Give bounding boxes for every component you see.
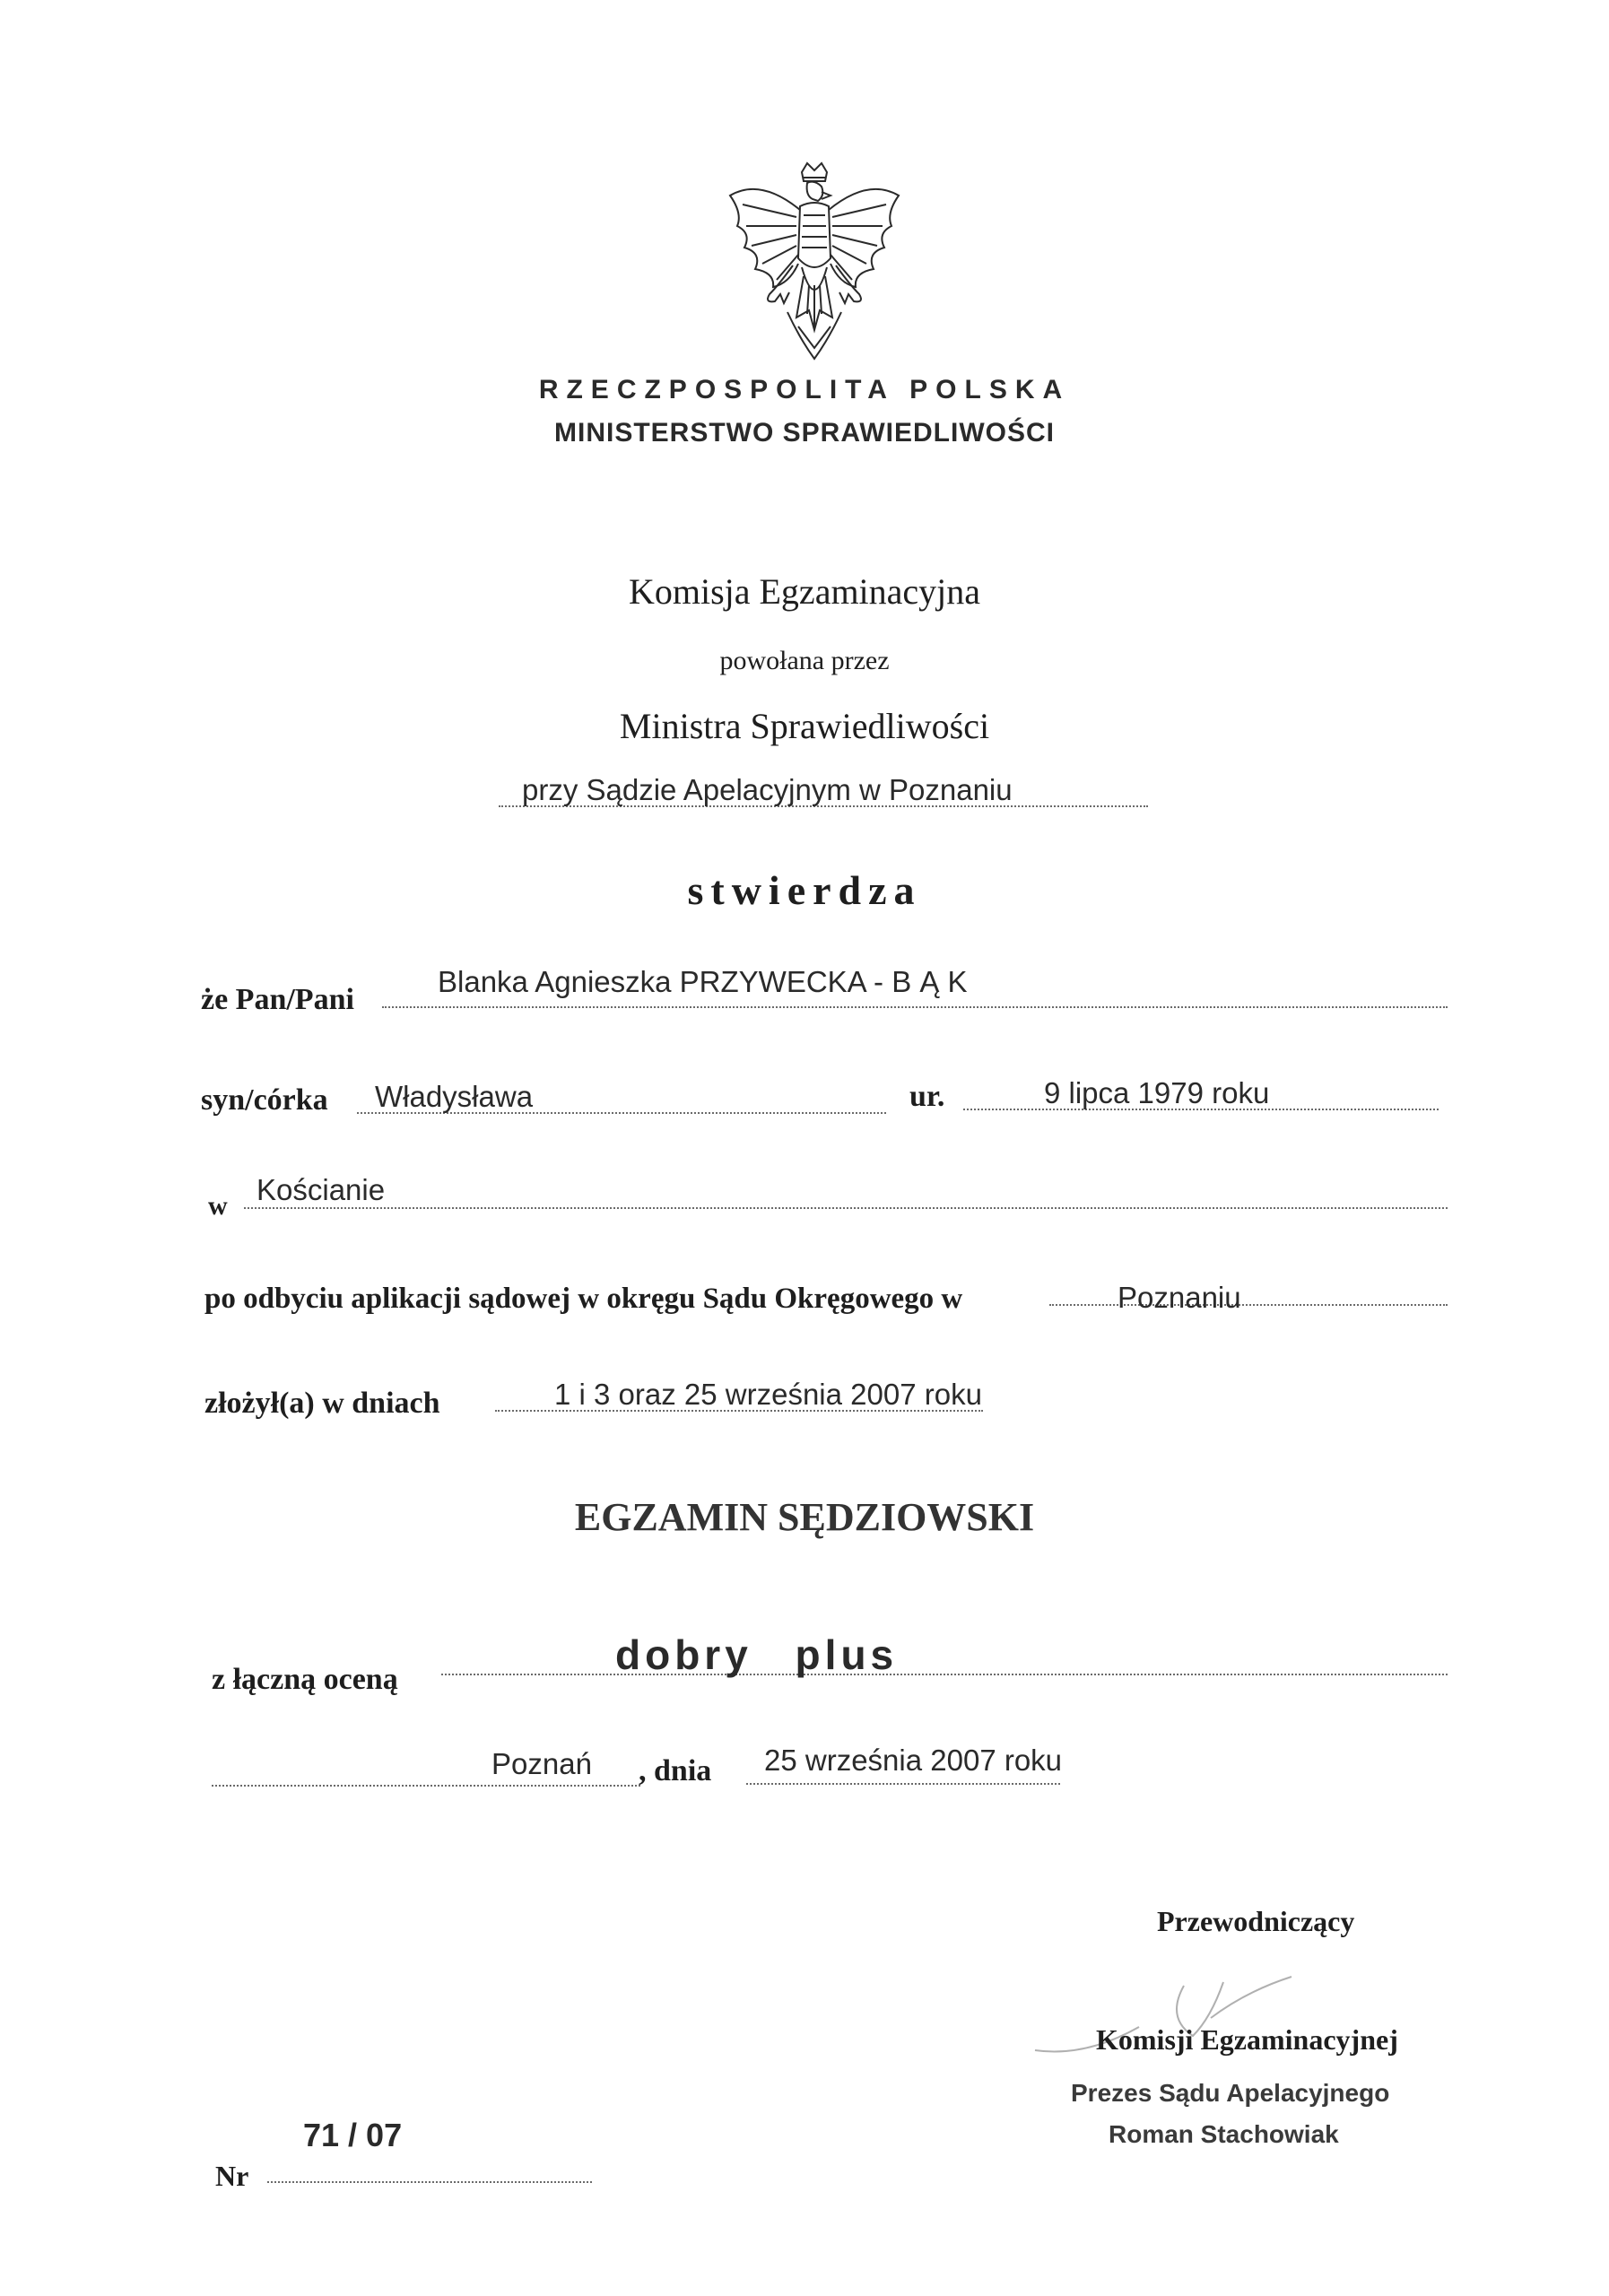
issued-date-label: , dnia — [639, 1754, 712, 1787]
born-label: ur. — [909, 1080, 945, 1113]
person-name: Blanka Agnieszka PRZYWECKA - B Ą K — [438, 965, 968, 998]
birth-date: 9 lipca 1979 roku — [1044, 1076, 1270, 1109]
appointed-by: powołana przez — [719, 646, 890, 675]
signature-chair: Przewodniczący — [1157, 1905, 1355, 1937]
certifies-heading: stwierdza — [687, 867, 922, 913]
exam-name: EGZAMIN SĘDZIOWSKI — [574, 1495, 1035, 1539]
parent-name: Władysława — [375, 1080, 534, 1113]
minister-name: Ministra Sprawiedliwości — [619, 706, 990, 746]
signature-name: Roman Stachowiak — [1109, 2120, 1339, 2148]
place-label: w — [208, 1191, 228, 1221]
grade-label: z łączną oceną — [212, 1663, 398, 1696]
signature-title: Prezes Sądu Apelacyjnego — [1071, 2079, 1390, 2107]
training-label: po odbyciu aplikacji sądowej w okręgu Sądu Okręgowego w — [204, 1283, 963, 1315]
court-at: przy Sądzie Apelacyjnym w Poznaniu — [522, 773, 1013, 806]
issued-city: Poznań — [491, 1747, 592, 1780]
grade-value: dobry plus — [615, 1631, 899, 1678]
birth-place: Kościanie — [257, 1173, 386, 1206]
training-city: Poznaniu — [1118, 1281, 1241, 1314]
person-line — [382, 1006, 1448, 1008]
document-number: 71 / 07 — [303, 2117, 403, 2153]
grade-line — [441, 1674, 1448, 1675]
issued-date-line — [746, 1783, 1060, 1785]
eagle-emblem — [725, 160, 904, 362]
commission-title: Komisja Egzaminacyjna — [628, 571, 981, 612]
number-label: Nr — [215, 2160, 249, 2192]
signature-commission: Komisji Egzaminacyjnej — [1096, 2023, 1398, 2056]
issued-date: 25 września 2007 roku — [764, 1744, 1063, 1777]
training-line — [1049, 1304, 1448, 1306]
country-name: RZECZPOSPOLITA POLSKA — [538, 375, 1071, 404]
number-line — [267, 2181, 592, 2183]
ministry-name: MINISTERSTWO SPRAWIEDLIWOŚCI — [554, 418, 1055, 448]
parent-label: syn/córka — [201, 1083, 328, 1117]
place-line — [244, 1207, 1448, 1209]
issued-city-line — [212, 1785, 640, 1787]
person-label: że Pan/Pani — [201, 983, 354, 1016]
exam-dates-label: złożył(a) w dniach — [204, 1387, 440, 1420]
exam-dates: 1 i 3 oraz 25 września 2007 roku — [554, 1378, 982, 1411]
